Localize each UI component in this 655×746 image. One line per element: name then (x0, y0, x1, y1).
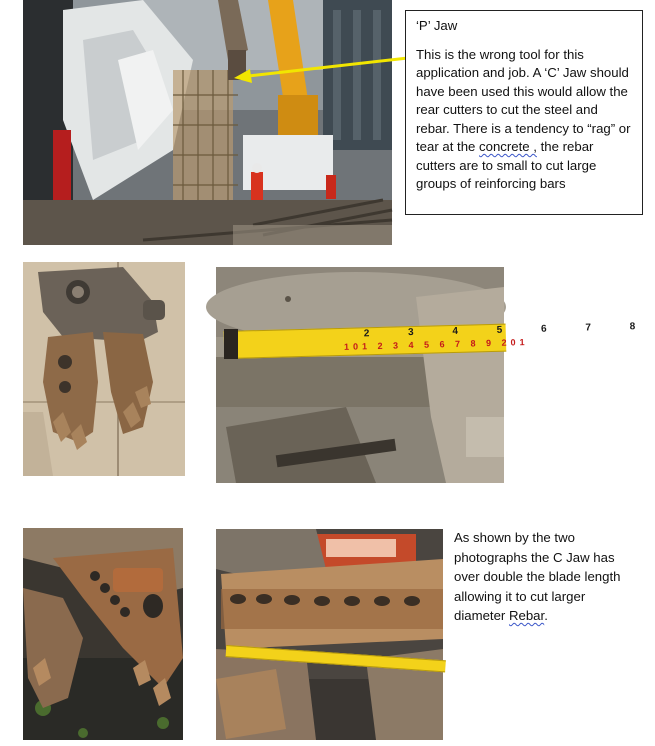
tape-upper-numerals: 2 3 4 5 6 7 8 (363, 320, 654, 340)
spellcheck-word-rebar: Rebar (508, 608, 545, 623)
p-jaw-tape-measure-photo (216, 267, 654, 483)
c-jaw-tape-measure-photo (216, 529, 443, 740)
yellow-arrow-icon (228, 52, 410, 86)
callout-body-text-end: the rebar cutters are to small to cut large groups of reinforcing bars (416, 139, 597, 191)
demolition-site-photo (23, 0, 392, 245)
caption-text: As shown by the two photographs the C Jaw has over double the blade length allowing it to cut larger diameter (454, 530, 621, 623)
tape-measure-hook (224, 329, 238, 359)
caption-text-end: . (544, 608, 548, 623)
p-jaw-photo (23, 262, 185, 476)
callout-body (416, 46, 632, 194)
c-jaw-caption (454, 528, 639, 626)
p-jaw-callout (405, 10, 643, 215)
callout-title: ‘P’ Jaw (416, 18, 458, 33)
callout-body-text: This is the wrong tool for this application and job. A ‘C’ Jaw should have been used this would allow the rear cutters to cut the steel and rebar. There is a tendency to “rag” or tear at the (416, 46, 631, 154)
tape-lower-numerals: 101 2 3 4 5 6 7 8 9 201 (343, 337, 529, 352)
c-jaw-photo (23, 528, 183, 740)
spellcheck-word-concrete: concrete , (479, 139, 537, 154)
